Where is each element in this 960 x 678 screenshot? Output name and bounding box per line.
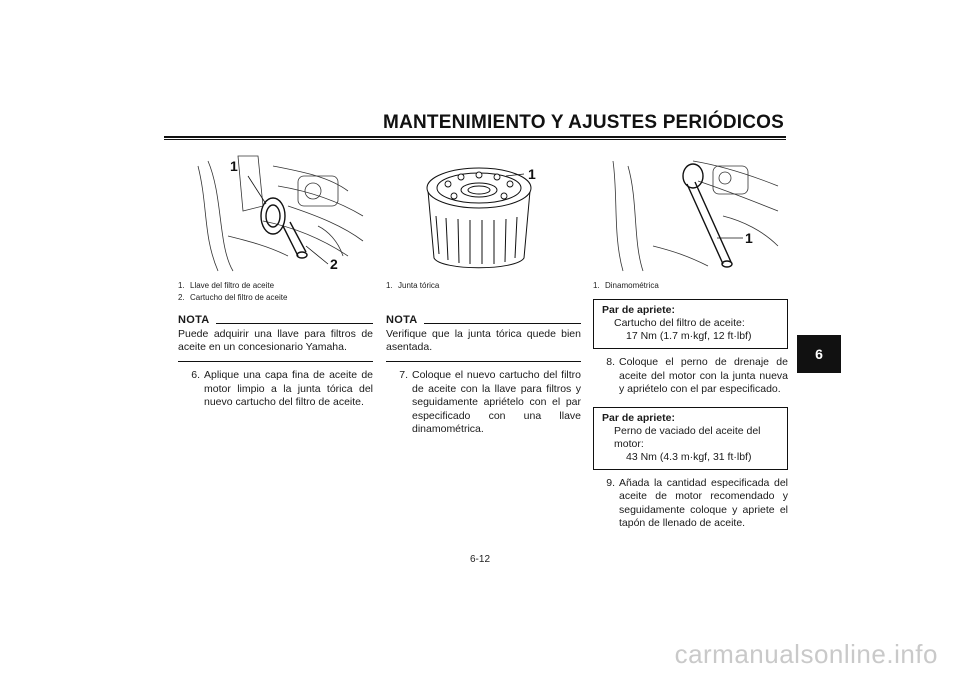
oil-filter-cartridge-illustration (386, 146, 576, 276)
step-text: Coloque el perno de drenaje de aceite del motor con la junta nueva y apriételo con el par especificado. (619, 356, 788, 395)
note-text: Verifique que la junta tórica quede bien asentada. (386, 328, 581, 353)
column-left (178, 146, 373, 410)
header-rule-thin (164, 139, 786, 140)
caption-row (178, 280, 373, 292)
page-title: MANTENIMIENTO Y AJUSTES PERIÓDICOS (383, 112, 784, 133)
note-text: Puede adquirir una llave para filtros de aceite en un concesionario Yamaha. (178, 328, 373, 353)
step-9 (593, 477, 788, 531)
step-number: 6. (191, 369, 200, 381)
figure-captions (386, 280, 581, 292)
step-8 (593, 356, 788, 397)
caption-text: Llave del filtro de aceite (190, 281, 275, 290)
spec-title: Par de apriete: (602, 304, 675, 316)
step-text: Coloque el nuevo cartucho del filtro de aceite con la llave para filtros y seguidamente apriételo con el par especificado con una llave dinamométrica. (412, 369, 581, 435)
callout-2: 2 (330, 256, 338, 272)
note-end-rule (178, 361, 373, 362)
figure-captions (178, 280, 373, 304)
caption-number: 1. (386, 281, 393, 290)
caption-text: Dinamométrica (605, 281, 659, 290)
note-rule (424, 323, 581, 324)
step-number: 8. (606, 356, 615, 368)
spec-value: 17 Nm (1.7 m·kgf, 12 ft·lbf) (626, 330, 752, 342)
caption-number: 1. (178, 281, 185, 290)
callout-1: 1 (230, 158, 238, 174)
caption-text: Cartucho del filtro de aceite (190, 293, 288, 302)
torque-wrench-illustration (593, 146, 783, 276)
page-number: 6-12 (470, 554, 491, 565)
step-number: 9. (606, 476, 615, 489)
column-middle (386, 146, 581, 437)
note-title: NOTA (178, 314, 210, 326)
note-rule (216, 323, 373, 324)
figure-oil-filter-wrench (178, 146, 368, 276)
note-end-rule (386, 361, 581, 362)
header-rule (164, 136, 786, 138)
torque-spec-box-drain-bolt (593, 407, 788, 470)
torque-spec-box-filter (593, 299, 788, 349)
note-heading (178, 314, 373, 326)
spec-value: 43 Nm (4.3 m·kgf, 31 ft·lbf) (626, 450, 752, 463)
step-7 (386, 369, 581, 437)
note-heading (386, 314, 581, 326)
callout-1: 1 (745, 230, 753, 246)
figure-o-ring (386, 146, 576, 276)
step-text: Aplique una capa fina de aceite de motor limpio a la junta tórica del nuevo cartucho del filtro de aceite. (204, 369, 373, 408)
caption-number: 1. (593, 281, 600, 290)
figure-torque-wrench (593, 146, 783, 276)
caption-text: Junta tórica (398, 281, 440, 290)
column-right (593, 146, 788, 531)
caption-row (386, 280, 581, 292)
step-text: Añada la cantidad especificada del aceite de motor recomendado y seguidamente coloque y apriete el tapón de llenado de aceite. (619, 476, 788, 529)
spec-item: Perno de vaciado del aceite del motor: (614, 424, 761, 450)
step-number: 7. (399, 369, 408, 381)
figure-captions (593, 280, 788, 292)
caption-row (178, 292, 373, 304)
callout-1: 1 (528, 166, 536, 182)
note-title: NOTA (386, 314, 418, 326)
caption-number: 2. (178, 293, 185, 302)
oil-filter-wrench-illustration (178, 146, 368, 276)
spec-title: Par de apriete: (602, 411, 675, 424)
chapter-tab[interactable]: 6 (797, 335, 841, 373)
caption-row (593, 280, 788, 292)
spec-item: Cartucho del filtro de aceite: (614, 317, 745, 329)
step-6 (178, 369, 373, 410)
watermark-link[interactable]: carmanualsonline.info (674, 639, 938, 669)
